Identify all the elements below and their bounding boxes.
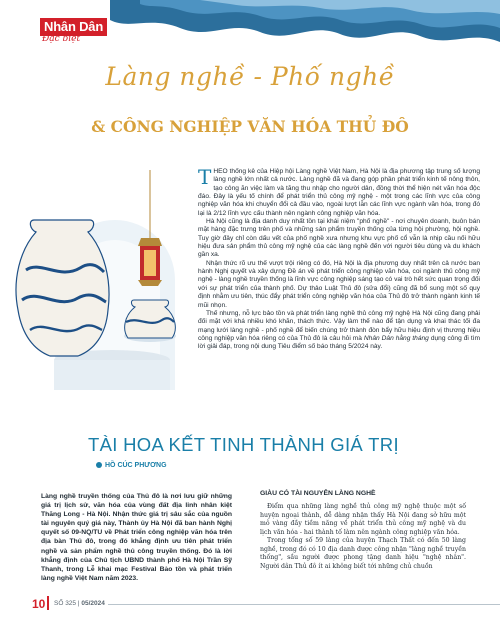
issue-date: 05/2024 xyxy=(81,600,105,607)
author-name: HỒ CÚC PHƯƠNG xyxy=(105,462,167,469)
logo-name: Nhân Dân xyxy=(40,18,107,36)
issue-number: SỐ 325 xyxy=(54,600,77,607)
article-intro xyxy=(198,165,480,352)
intro-paragraph-3: Nhận thức rõ ưu thế vượt trội riêng có đó, Hà Nội là địa phương duy nhất trên cả nước ban hành Nghị quyết và xây dựng Đề án về phát triển công nghiệp văn hóa, coi ngành thủ công mỹ nghệ - làng nghề truyền thống là lĩnh vực công nghiệp sáng tạo có vai trò hết sức quan trọng đối với sự phát triển của thành phố. Dự thảo Luật Thủ đô (sửa đổi) cũng đã bổ sung một số quy định nhằm ưu tiên, thúc đẩy phát triển công nghiệp văn hóa của Thủ đô trở thành ngành kinh tế mũi nhọn. xyxy=(198,259,480,309)
intro-paragraph-2: Hà Nội cũng là địa danh duy nhất tồn tại khái niệm "phố nghề" - nơi chuyên doanh, buôn bán mặt hàng đặc trưng trên phố và những sản phẩm truyền thống của từng hội phường, hội nghề. Tuy giờ đây chỉ còn dấu vết của phố nghề xưa nhưng khu vực phố cổ vẫn là nhịp cầu nối hữu hiệu đưa sản phẩm thủ công mỹ nghệ của các làng nghề đến với người tiêu dùng và du khách gần xa. xyxy=(198,218,480,259)
brand-logo xyxy=(40,18,124,52)
article-title: Làng nghề - Phố nghề xyxy=(105,62,395,91)
body-paragraph-2: Trong tổng số 59 làng của huyện Thạch Thất có đến 50 làng nghề, trong đó có 10 địa danh được công nhận "làng nghề truyền thống", sầu người được phong tặng danh hiệu "nghệ nhân". Người dân Thủ đô ít ai không biết tới những chủ chuồn xyxy=(260,537,466,570)
article-subtitle: & CÔNG NGHIỆP VĂN HÓA THỦ ĐÔ xyxy=(91,117,409,136)
body-column xyxy=(260,503,466,571)
section-title: TÀI HOA KẾT TINH THÀNH GIÁ TRỊ xyxy=(88,434,399,455)
footer-divider xyxy=(47,596,49,610)
author-byline xyxy=(96,462,167,469)
magazine-name: Nhân Dân hằng tháng xyxy=(363,334,429,342)
byline-icon xyxy=(96,462,102,468)
intro-paragraph-4: Thế nhưng, nỗ lực bảo tồn và phát triển làng nghề thủ công mỹ nghệ Hà Nội cũng đang phải đối mặt với khá nhiều khó khăn, thách thức. Vậy làm thế nào để tận dụng và khai thác tối đa mạng lưới làng nghề - phố nghề để biến chúng trở thành đòn bẩy hữu hiệu định vị thương hiệu công nghiệp văn hóa riêng có của Thủ đô là câu hỏi mà Nhân Dân hằng tháng dụng công đi tìm lời giải đáp, trong nội dung Tiêu điểm số báo tháng 5/2024 này. xyxy=(198,309,480,351)
page-number: 10 xyxy=(32,597,46,611)
vase-lantern-illustration xyxy=(0,160,205,390)
logo-subtitle: Đặc biệt xyxy=(42,34,81,44)
lead-paragraph: Làng nghề truyền thống của Thủ đô là nơi lưu giữ những giá trị lịch sử, văn hóa của vùng đất địa linh nhân kiệt Thăng Long - Hà Nội. Nhận thức giá trị sâu sắc của nguồn tài nguyên quý giá này, Thành ủy Hà Nội đã ban hành Nghị quyết số 09-NQ/TU về Phát triển công nghiệp văn hóa trên địa bàn Thủ đô, trong đó khẳng định ưu tiên phát triển nghề và sản phẩm nghề thủ công truyền thống. Đó là lời khẳng định của Chủ tịch UBND thành phố Hà Nội Trần Sỹ Thanh, trong Lễ khai mạc Festival Bảo tồn và phát triển làng nghề Việt Nam năm 2023. xyxy=(41,493,232,582)
subheading: GIÀU CÓ TÀI NGUYÊN LÀNG NGHỀ xyxy=(260,490,376,497)
issue-info: SỐ 325 | 05/2024 xyxy=(54,600,105,607)
footer-rule xyxy=(108,604,500,605)
body-paragraph-1: Điểm qua những làng nghề thủ công mỹ nghệ thuộc một số huyện ngoại thành, dễ dàng nhận thấy Hà Nội đang sở hữu một mỏ vàng đầy tiềm năng về phát triển thủ công mỹ nghệ và du lịch văn hóa - hai thành tố làm nên ngành công nghiệp văn hóa. xyxy=(260,503,466,536)
intro-paragraph-1: HEO thống kê của Hiệp hội Làng nghề Việt Nam, Hà Nội là địa phương tập trung số lượng làng nghề lớn nhất cả nước. Làng nghề đã và đang góp phần phát triển kinh tế nông thôn, tạo công ăn việc làm và tăng thu nhập cho người dân, đồng thời thể hiện nét văn hóa độc đáo. Đây là yếu tố chính để phát triển thủ công mỹ nghệ - một trong các lĩnh vực của công nghiệp văn hóa khi chuyển đổi cả đầu vào, ngoài lượt lẫn các lĩnh vực ngành văn hóa, trong đó lại là 2/12 lĩnh vực cấu thành nên ngành công nghiệp văn hóa. xyxy=(198,168,480,217)
drop-cap: T xyxy=(198,165,212,189)
